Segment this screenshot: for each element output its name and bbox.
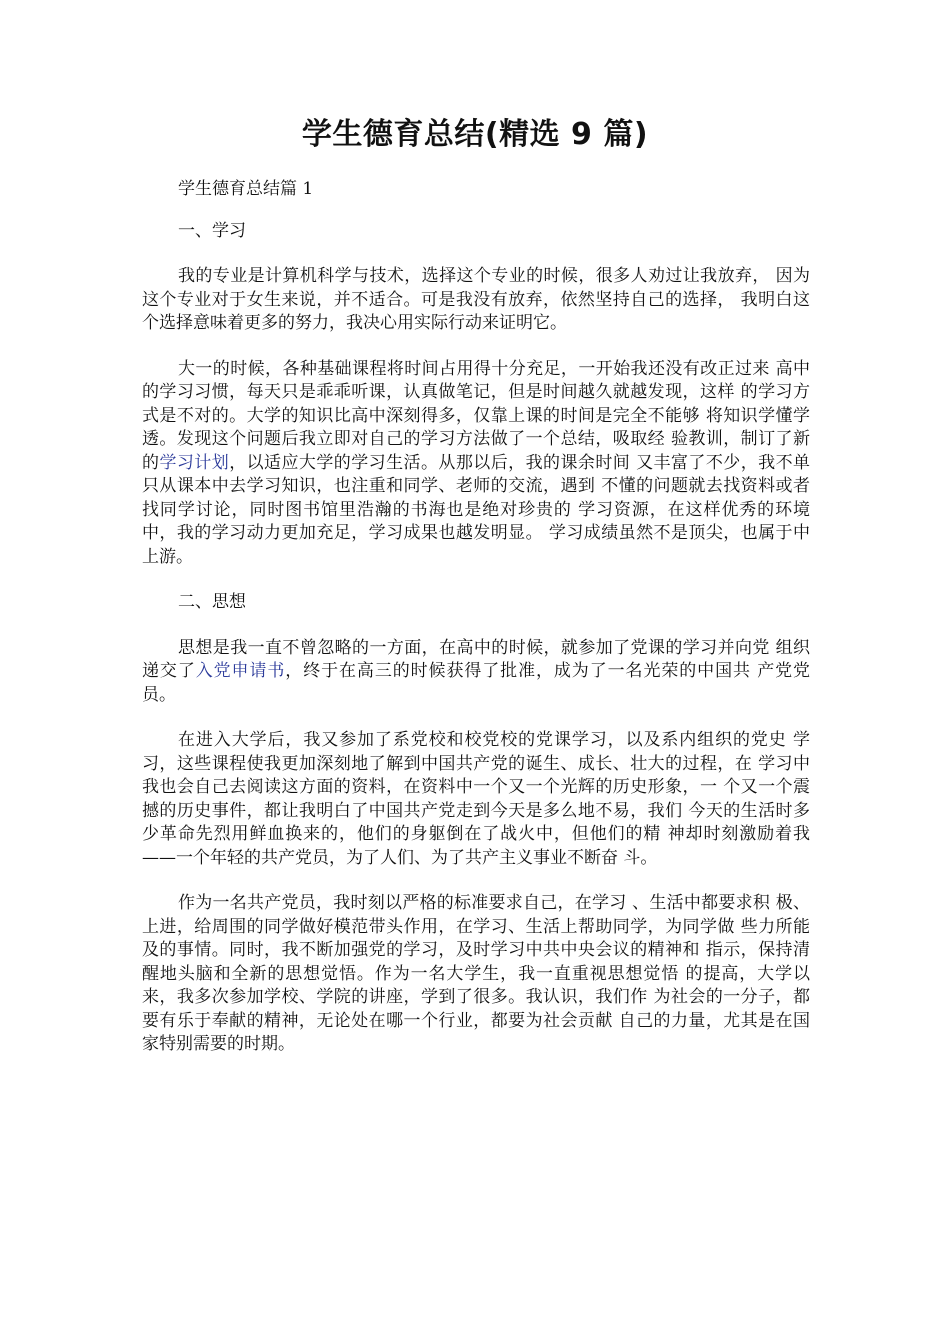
document-title: 学生德育总结(精选 9 篇) [301, 117, 649, 152]
paragraph-party-history: 在进入大学后，我又参加了系党校和校党校的党课学习，以及系内组织的党史 学习，这些课程使我更加深刻地了解到中国共产党的诞生、成长、壮大的过程，在 学习中我也会自己去阅读这方面的资料，在资料中一个又一个光辉的历史形象，一 个又一个震撼的历史事件，都让我明白了中国共产党走到今天是多么地不易，我们 今天的生活时多少革命先烈用鲜血换来的，他们的身躯倒在了战火中，但他们的精 神却时刻激励着我——一个年轻的共产党员，为了人们、为了共产主义事业不断奋 斗。 [142, 730, 810, 868]
document-body [142, 178, 810, 1057]
paragraph-text: ，以适应大学的学习生活。从那以后，我的课余时间 又丰富了不少，我不单只从课本中去学习知识，也注重和同学、老师的交流，遇到 不懂的问题就去找资料或者找同学讨论，同时图书馆里浩瀚的书海也是绝对珍贵的 学习资源，在这样优秀的环境中，我的学习动力更加充足，学习成果也越发明显。 学习成绩虽然不是顶尖，也属于中上游。 [142, 452, 811, 567]
article-heading: 学生德育总结篇 1 [178, 179, 314, 199]
section-heading-study: 一、学习 [178, 220, 246, 241]
paragraph-major-choice: 我的专业是计算机科学与技术，选择这个专业的时候，很多人劝过让我放弃， 因为这个专业对于女生来说，并不适合。可是我没有放弃，依然坚持自己的选择， 我明白这个选择意味着更多的努力，我决心用实际行动来证明它。 [142, 266, 810, 333]
paragraph-freshman-year [142, 358, 810, 570]
paragraph-party-member: 作为一名共产党员，我时刻以严格的标准要求自己，在学习 、生活中都要求积 极、上进，给周围的同学做好模范带头作用，在学习、生活上帮助同学，为同学做 些力所能及的事情。同时，我不断加强党的学习，及时学习中共中央会议的精神和 指示，保持清醒地头脑和全新的思想觉悟。作为一名大学生，我一直重视思想觉悟 的提高，大学以来，我多次参加学校、学院的讲座，学到了很多。我认识，我们作 为社会的一分子，都要有乐于奉献的精神，无论处在哪一个行业，都要为社会贡献 自己的力量，尤其是在国家特别需要的时期。 [142, 893, 810, 1054]
paragraph-text: 思想是我一直不曾忽略的一方面，在高中的时候，就参加了党课的学习并向党 组织递交了 [142, 637, 810, 681]
paragraph-text: 大一的时候，各种基础课程将时间占用得十分充足，一开始我还没有改正过来 高中的学习习惯，每天只是乖乖听课，认真做笔记，但是时间越久就越发现，这样 的学习方式是不对的。大学的知识比高中深刻得多，仅靠上课的时间是完全不能够 将知识学懂学透。发现这个问题后我立即对自己的学习方法做了一个总结，吸取经 验教训，制订了新的 [142, 358, 810, 473]
party-application-link[interactable]: 入党申请书 [195, 661, 286, 681]
paragraph-text: ，终于在高三的时候获得了批准，成为了一名光荣的中国共 产党党员。 [142, 661, 811, 705]
section-heading-thought: 二、思想 [178, 592, 246, 612]
paragraph-party-application [142, 637, 810, 708]
study-plan-link[interactable]: 学习计划 [159, 452, 230, 473]
